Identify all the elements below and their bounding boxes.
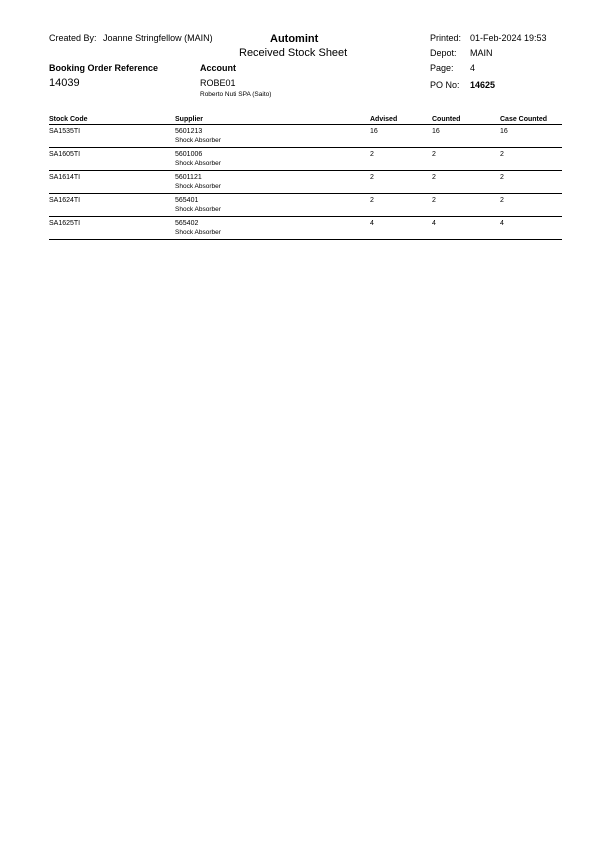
page-label: Page: [430, 63, 454, 73]
supplier-code: 565401 [175, 197, 199, 204]
created-by-value: Joanne Stringfellow (MAIN) [103, 33, 213, 43]
page-number: 4 [470, 63, 476, 73]
supplier-code: 565402 [175, 220, 199, 227]
table-row [49, 171, 562, 194]
counted-cell: 2 [432, 194, 500, 217]
case-counted-cell: 2 [500, 171, 562, 194]
booking-ref-value: 14039 [49, 77, 80, 89]
stock-table [49, 114, 562, 240]
advised-cell: 2 [370, 194, 432, 217]
table-row [49, 194, 562, 217]
item-description: Shock Absorber [175, 183, 221, 190]
depot-value: MAIN [470, 48, 493, 58]
booking-ref-label: Booking Order Reference [49, 63, 159, 73]
counted-cell: 2 [432, 148, 500, 171]
printed-label: Printed: [430, 33, 462, 43]
supplier-cell [175, 217, 370, 240]
col-supplier: Supplier [175, 114, 370, 125]
stock-code-cell: SA1535TI [49, 125, 175, 148]
item-description: Shock Absorber [175, 160, 221, 167]
advised-cell: 4 [370, 217, 432, 240]
advised-cell: 2 [370, 171, 432, 194]
supplier-cell [175, 171, 370, 194]
case-counted-cell: 16 [500, 125, 562, 148]
account-code: ROBE01 [200, 78, 236, 88]
created-by [49, 33, 213, 43]
account-label: Account [200, 63, 236, 73]
po-label: PO No: [430, 80, 460, 90]
stock-code-cell: SA1605TI [49, 148, 175, 171]
advised-cell: 2 [370, 148, 432, 171]
case-counted-cell: 2 [500, 148, 562, 171]
supplier-cell [175, 125, 370, 148]
item-description: Shock Absorber [175, 137, 221, 144]
stock-code-cell: SA1624TI [49, 194, 175, 217]
item-description: Shock Absorber [175, 206, 221, 213]
counted-cell: 16 [432, 125, 500, 148]
supplier-code: 5601006 [175, 151, 203, 158]
po-number: 14625 [470, 80, 496, 90]
printed-value: 01-Feb-2024 19:53 [470, 33, 547, 43]
table-header-row [49, 114, 562, 125]
case-counted-cell: 2 [500, 194, 562, 217]
company-name: Automint [270, 33, 319, 45]
col-case-counted: Case Counted [500, 114, 562, 125]
case-counted-cell: 4 [500, 217, 562, 240]
supplier-cell [175, 194, 370, 217]
table-row [49, 217, 562, 240]
depot-label: Depot: [430, 48, 457, 58]
supplier-cell [175, 148, 370, 171]
supplier-code: 5601121 [175, 174, 202, 181]
counted-cell: 4 [432, 217, 500, 240]
document-title: Received Stock Sheet [239, 47, 348, 59]
account-name: Roberto Nuti SPA (Saito) [200, 91, 272, 98]
table-row [49, 148, 562, 171]
stock-code-cell: SA1614TI [49, 171, 175, 194]
created-by-label: Created By: [49, 33, 97, 43]
col-counted: Counted [432, 114, 500, 125]
stock-code-cell: SA1625TI [49, 217, 175, 240]
table-row [49, 125, 562, 148]
item-description: Shock Absorber [175, 229, 221, 236]
col-stock-code: Stock Code [49, 114, 175, 125]
advised-cell: 16 [370, 125, 432, 148]
supplier-code: 5601213 [175, 128, 203, 135]
counted-cell: 2 [432, 171, 500, 194]
col-advised: Advised [370, 114, 432, 125]
